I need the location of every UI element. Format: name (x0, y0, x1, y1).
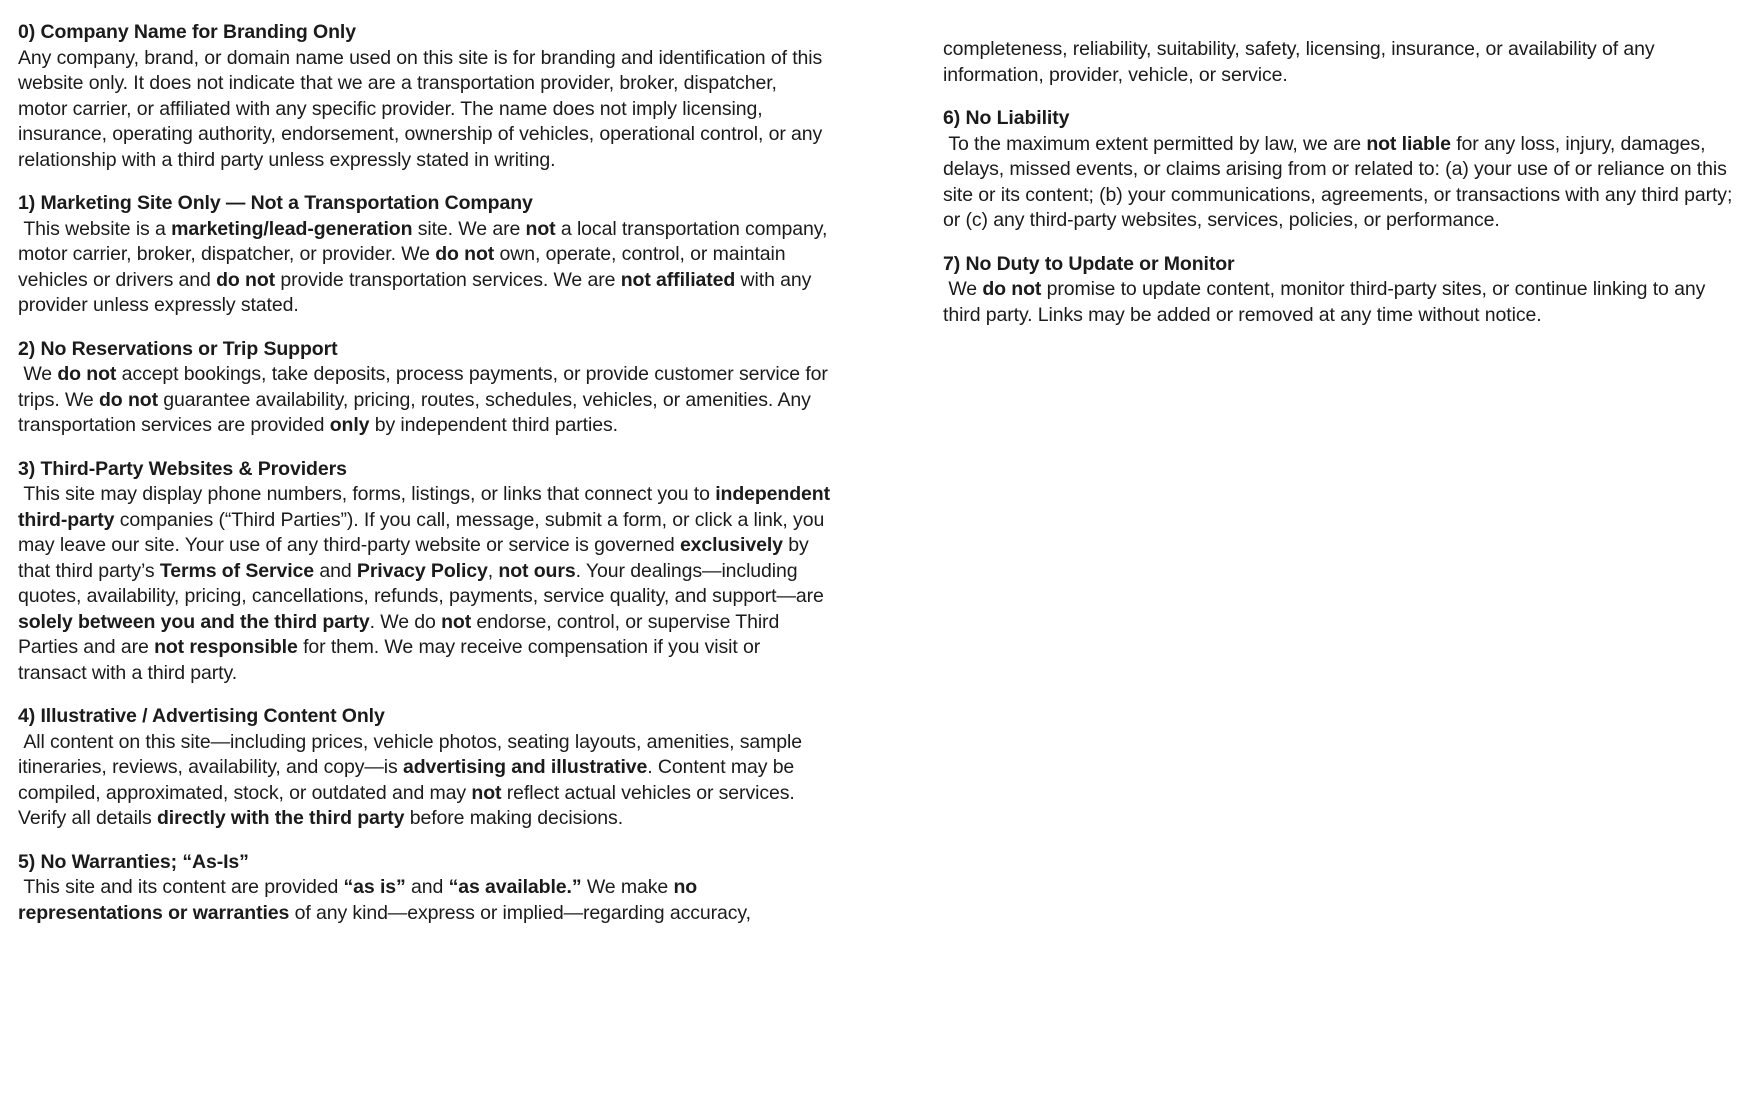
section-body-no-duty-to-update: We do not promise to update content, monitor third-party sites, or continue linking to any third party. Links may be added or removed at any time without notice. (943, 278, 1711, 326)
section-body-no-reservations: We do not accept bookings, take deposits, process payments, or provide customer service for trips. We do not guarantee availability, pricing, routes, schedules, vehicles, or amenities. Any transportation services are provided only by independent third parties. (18, 363, 834, 436)
section-heading-no-duty-to-update: 7) No Duty to Update or Monitor (943, 252, 1235, 275)
section-no-warranties-continuation (943, 37, 1741, 88)
section-body-third-party-websites: This site may display phone numbers, forms, listings, or links that connect you to independent third-party companies (“Third Parties”). If you call, message, submit a form, or click a link, you may leave our site. Your use of any third-party website or service is governed exclusively by that third party’s Terms of Service and Privacy Policy, not ours. Your dealings—including quotes, availability, pricing, cancellations, refunds, payments, service quality, and support—are solely between you and the third party. We do not endorse, control, or supervise Third Parties and are not responsible for them. We may receive compensation if you visit or transact with a third party. (18, 483, 836, 684)
section-no-warranties (18, 850, 831, 927)
section-third-party-websites (18, 457, 836, 687)
section-heading-third-party-websites: 3) Third-Party Websites & Providers (18, 457, 347, 480)
section-heading-no-reservations: 2) No Reservations or Trip Support (18, 337, 338, 360)
section-body-no-warranties-continuation: completeness, reliability, suitability, safety, licensing, insurance, or availability of any information, provider, vehicle, or service. (943, 38, 1660, 86)
section-heading-marketing-site-only: 1) Marketing Site Only — Not a Transportation Company (18, 192, 533, 214)
section-body-no-warranties: This site and its content are provided “as is” and “as available.” We make no representations or warranties of any kind—express or implied—regarding accuracy, (18, 876, 751, 924)
section-heading-no-warranties: 5) No Warranties; “As-Is” (18, 850, 249, 873)
section-body-branding-only: Any company, brand, or domain name used on this site is for branding and identification of this website only. It does not indicate that we are a transportation provider, broker, dispatcher, motor carrier, or affiliated with any specific provider. The name does not imply licensing, insurance, operating authority, endorsement, ownership of vehicles, operational control, or any relationship with a third party unless expressly stated in writing. (18, 46, 828, 171)
right-column (943, 20, 1741, 346)
section-marketing-site-only (18, 191, 831, 319)
section-body-illustrative-content: All content on this site—including prices, vehicle photos, seating layouts, amenities, sample itineraries, reviews, availability, and copy—is advertising and illustrative. Content may be compiled, approximated, stock, or outdated and may not reflect actual vehicles or services. Verify all details directly with the third party before making decisions. (18, 730, 808, 829)
section-body-marketing-site-only: This website is a marketing/lead-generation site. We are not a local transportation company, motor carrier, broker, dispatcher, or provider. We do not own, operate, control, or maintain vehicles or drivers and do not provide transportation services. We are not affiliated with any provider unless expressly stated. (18, 217, 833, 316)
section-body-no-liability: To the maximum extent permitted by law, we are not liable for any loss, injury, damages, delays, missed events, or claims arising from or related to: (a) your use of or reliance on this site or its content; (b) your communications, agreements, or transactions with any third party; or (c) any third-party websites, services, policies, or performance. (943, 132, 1738, 231)
section-heading-no-liability: 6) No Liability (943, 107, 1070, 129)
section-branding-only (18, 20, 831, 173)
section-illustrative-content (18, 704, 831, 832)
section-heading-illustrative-content: 4) Illustrative / Advertising Content Only (18, 705, 385, 727)
section-no-reservations (18, 337, 834, 439)
left-column (18, 20, 836, 944)
section-no-duty-to-update (943, 252, 1741, 329)
section-heading-branding-only: 0) Company Name for Branding Only (18, 21, 356, 43)
section-no-liability (943, 106, 1741, 234)
